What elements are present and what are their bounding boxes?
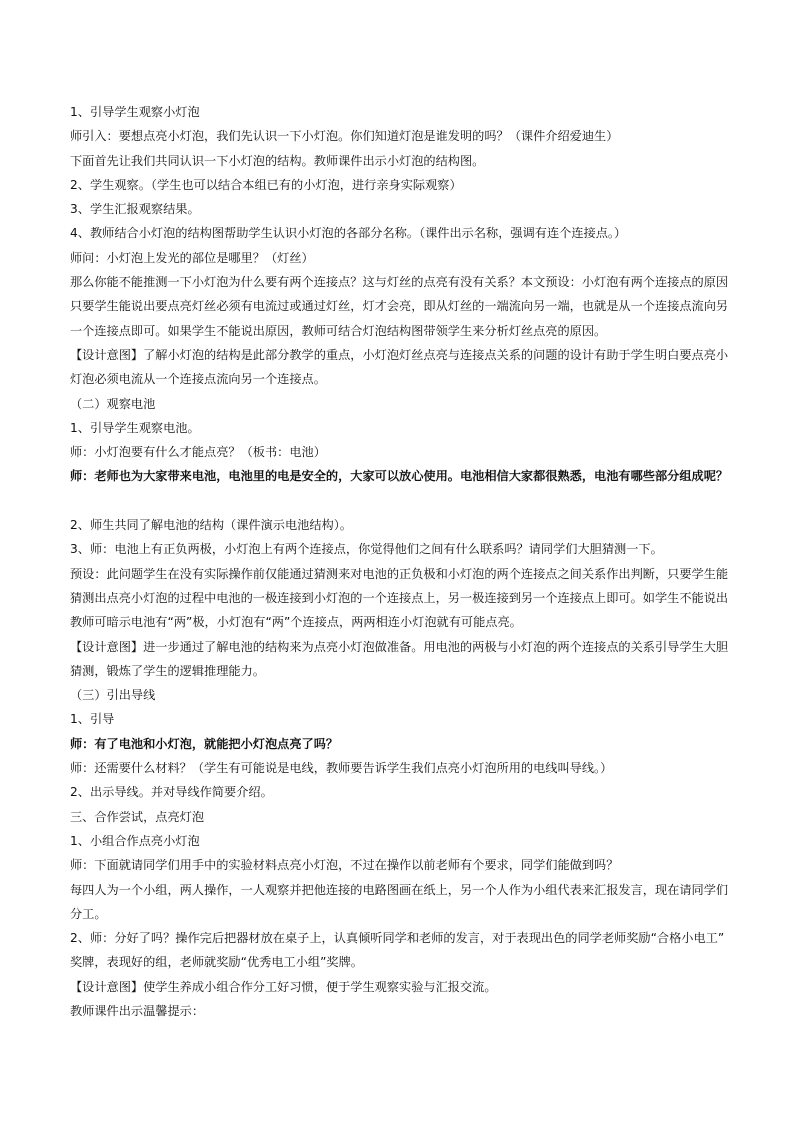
document-body (70, 100, 732, 1023)
text-line: 1、引导 (70, 712, 115, 727)
text-line: 师：还需要什么材料？（学生有可能说是电线，教师要告诉学生我们点亮小灯泡所用的电线叫导线。） (70, 761, 613, 776)
text-line: 2、出示导线。并对导线作简要介绍。 (70, 785, 273, 800)
text-line: 教师课件出示温馨提示： (70, 1003, 205, 1018)
section-heading: （三）引出导线 (70, 688, 156, 703)
text-line: 1、引导学生观察电池。 (70, 420, 200, 435)
design-intent-line: 【设计意图】使学生养成小组合作分工好习惯，便于学生观察实验与汇报交流。 (70, 979, 497, 994)
text-line: 1、引导学生观察小灯泡 (70, 105, 200, 119)
text-line: 猜测出点亮小灯泡的过程中电池的一极连接到小灯泡的一个连接点上，另一极连接到另一个连接点上即可。如学生不能说出 (70, 590, 729, 605)
text-line: 下面首先让我们共同认识一下小灯泡的结构。教师课件出示小灯泡的结构图。 (70, 153, 485, 168)
design-intent-line: 【设计意图】进一步通过了解电池的结构来为点亮小灯泡做准备。用电池的两极与小灯泡的两个连接点的关系引导学生大胆 (70, 639, 729, 654)
text-line: 师：小灯泡要有什么才能点亮？（板书：电池） (70, 445, 326, 460)
text-line: 分工。 (70, 906, 107, 921)
text-line: 3、学生汇报观察结果。 (70, 202, 200, 217)
design-intent-line: 【设计意图】了解小灯泡的结构是此部分教学的重点，小灯泡灯丝点亮与连接点关系的问题的设计有助于学生明白要点亮小 (70, 347, 729, 362)
text-line: 师问：小灯泡上发光的部位是哪里？（灯丝） (70, 250, 314, 265)
text-line: 2、学生观察。（学生也可以结合本组已有的小灯泡，进行亲身实际观察） (70, 177, 462, 192)
text-line: 一个连接点即可。如果学生不能说出原因，教师可结合灯泡结构图带领学生来分析灯丝点亮的原因。 (70, 323, 607, 338)
text-line: 3、师：电池上有正负两极，小灯泡上有两个连接点，你觉得他们之间有什么联系吗？请同学们大胆猜测一下。 (70, 542, 663, 557)
text-line: 师：有了电池和小灯泡，就能把小灯泡点亮了吗？ (70, 736, 339, 751)
text-line: 猜测，锻炼了学生的逻辑推理能力。 (70, 663, 265, 678)
text-line: 灯泡必须电流从一个连接点流向另一个连接点。 (70, 372, 326, 387)
blank-line (70, 489, 732, 513)
text-line: 每四人为一个小组，两人操作，一人观察并把他连接的电路图画在纸上，另一个人作为小组代表来汇报发言，现在请同学们 (70, 882, 729, 897)
text-line: 2、师：分好了吗？操作完后把器材放在桌子上，认真倾听同学和老师的发言，对于表现出色的同学老师奖励“合格小电工” (70, 931, 725, 946)
text-line: 那么你能不能推测一下小灯泡为什么要有两个连接点？这与灯丝的点亮有没有关系？本文预设：小灯泡有两个连接点的原因 (70, 275, 729, 290)
text-line: 2、师生共同了解电池的结构（课件演示电池结构）。 (70, 518, 352, 533)
section-heading: 三、合作尝试，点亮灯泡 (70, 809, 205, 824)
text-line: 1、小组合作点亮小灯泡 (70, 833, 200, 848)
section-heading: （二）观察电池 (70, 396, 156, 411)
text-line: 师引入：要想点亮小灯泡，我们先认识一下小灯泡。你们知道灯泡是谁发明的吗？（课件介绍爱迪生） (70, 129, 619, 144)
text-line: 教师可暗示电池有“两”极，小灯泡有“两”个连接点，两两相连小灯泡就有可能点亮。 (70, 615, 522, 630)
text-line: 奖牌，表现好的组，老师就奖励“优秀电工小组”奖牌。 (70, 955, 363, 970)
text-line: 师：老师也为大家带来电池，电池里的电是安全的，大家可以放心使用。电池相信大家都很熟悉，电池有哪些部分组成呢？ (70, 469, 729, 484)
text-line: 预设：此问题学生在没有实际操作前仅能通过猜测来对电池的正负极和小灯泡的两个连接点之间关系作出判断，只要学生能 (70, 566, 729, 581)
text-line: 只要学生能说出要点亮灯丝必须有电流过或通过灯丝，灯才会亮，即从灯丝的一端流向另一端，也就是从一个连接点流向另 (70, 299, 729, 314)
text-line: 4、教师结合小灯泡的结构图帮助学生认识小灯泡的各部分名称。（课件出示名称，强调有连个连接点。） (70, 226, 627, 241)
text-line: 师：下面就请同学们用手中的实验材料点亮小灯泡，不过在操作以前老师有个要求，同学们能做到吗？ (70, 858, 619, 873)
